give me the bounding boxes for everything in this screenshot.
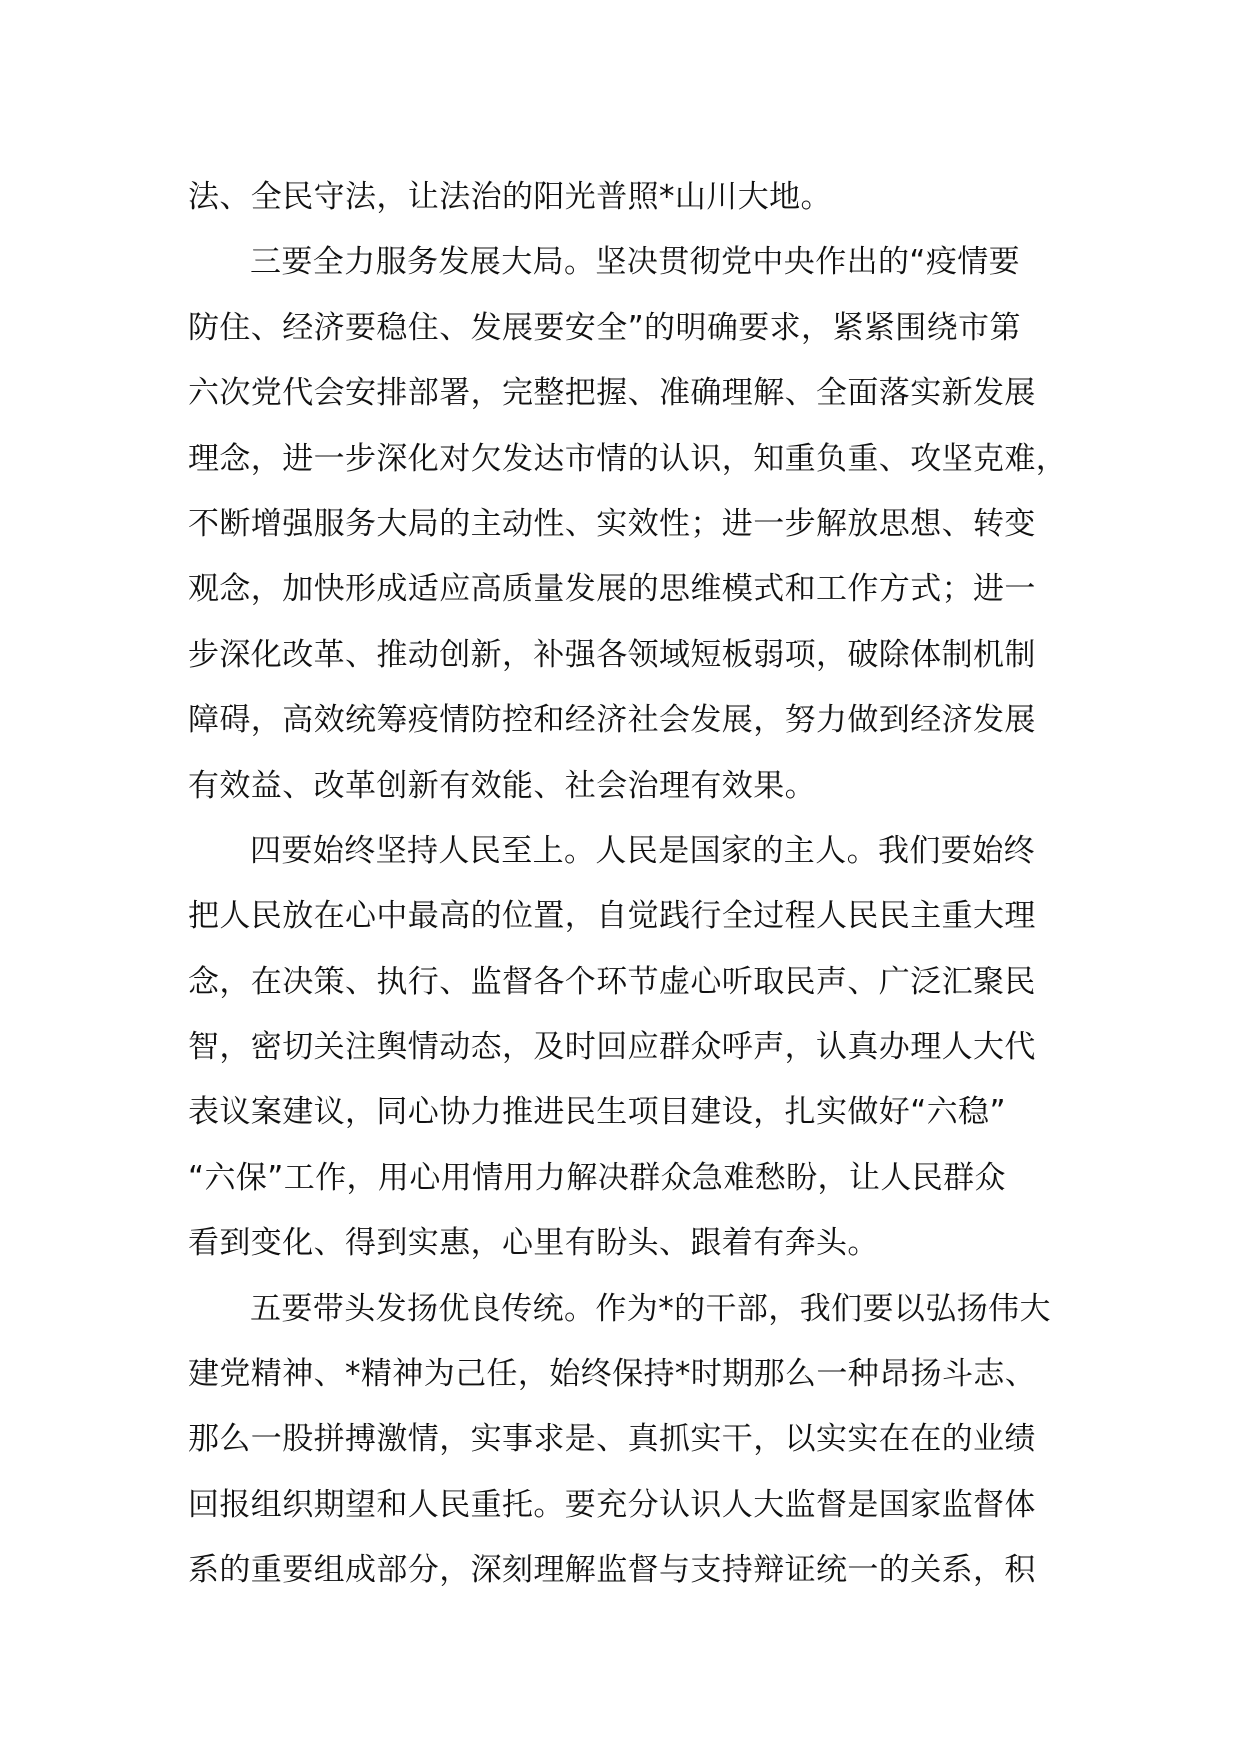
text-line: 法、全民守法，让法治的阳光普照*山川大地。	[188, 179, 832, 215]
text-line: 六次党代会安排部署，完整把握、准确理解、全面落实新发展	[188, 375, 1036, 412]
text-line: 念，在决策、执行、监督各个环节虚心听取民声、广泛汇聚民	[188, 963, 1036, 1000]
text-line: 观念，加快形成适应高质量发展的思维模式和工作方式；进一	[188, 571, 1036, 608]
text-line: 建党精神、*精神为己任，始终保持*时期那么一种昂扬斗志、	[188, 1356, 1037, 1393]
text-line: 看到变化、得到实惠，心里有盼头、跟着有奔头。	[188, 1225, 879, 1262]
text-line: 防住、经济要稳住、发展要安全”的明确要求，紧紧围绕市第	[188, 309, 1021, 346]
paragraph-start-line: 四要始终坚持人民至上。人民是国家的主人。我们要始终	[250, 832, 1035, 869]
text-line: 不断增强服务大局的主动性、实效性；进一步解放思想、转变	[188, 505, 1036, 542]
text-line: 智，密切关注舆情动态，及时回应群众呼声，认真办理人大代	[188, 1029, 1036, 1066]
text-line: 步深化改革、推动创新，补强各领域短板弱项，破除体制机制	[188, 636, 1036, 673]
text-line: 障碍，高效统筹疫情防控和经济社会发展，努力做到经济发展	[188, 702, 1036, 739]
text-line: 理念，进一步深化对欠发达市情的认识，知重负重、攻坚克难，	[188, 440, 1068, 477]
paragraph-start-line: 三要全力服务发展大局。坚决贯彻党中央作出的“疫情要	[250, 244, 1021, 281]
text-line: 有效益、改革创新有效能、社会治理有效果。	[188, 767, 816, 804]
text-line: 回报组织期望和人民重托。要充分认识人大监督是国家监督体	[188, 1486, 1036, 1523]
text-line: 把人民放在心中最高的位置，自觉践行全过程人民民主重大理	[188, 898, 1036, 935]
text-line: “六保”工作，用心用情用力解决群众急难愁盼，让人民群众	[188, 1159, 1006, 1196]
text-line: 那么一股拼搏激情，实事求是、真抓实干，以实实在在的业绩	[188, 1421, 1036, 1458]
body-text	[188, 165, 1088, 1604]
paragraph-start-line: 五要带头发扬优良传统。作为*的干部，我们要以弘扬伟大	[250, 1290, 1051, 1327]
text-line: 表议案建议，同心协力推进民生项目建设，扎实做好“六稳”	[188, 1094, 1006, 1131]
text-line: 系的重要组成部分，深刻理解监督与支持辩证统一的关系，积	[188, 1552, 1036, 1589]
